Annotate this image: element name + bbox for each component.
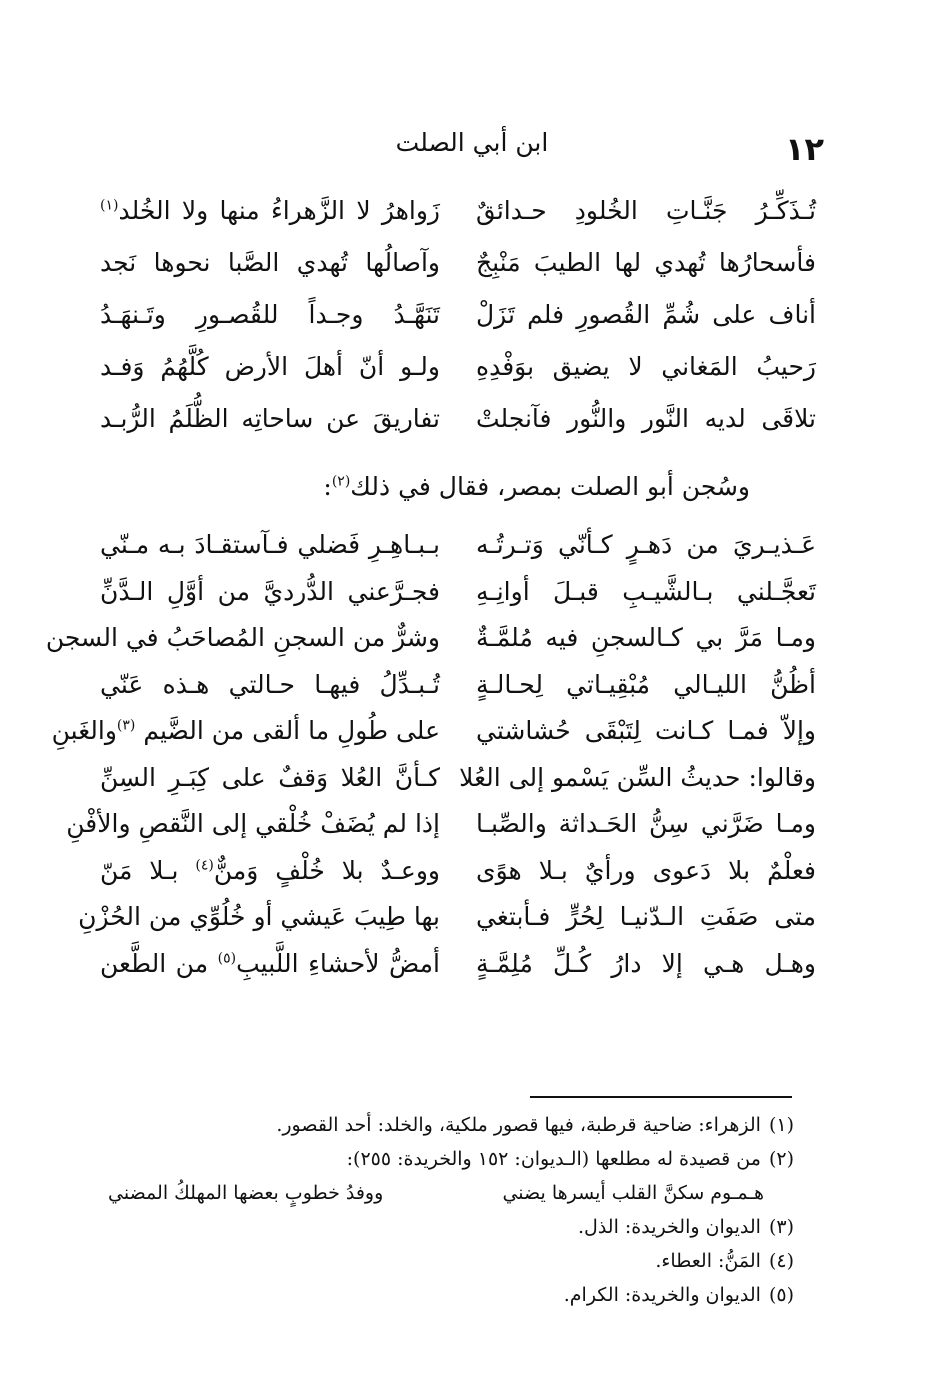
footnote-separator [530,1096,792,1098]
first-hemistich: عَـذيـريَ من دَهـرٍ كـأنّي وَتـرتُـه [476,530,816,559]
second-hemistich [100,941,440,987]
verse [100,662,816,709]
footnote-number: (٤) [768,1250,794,1272]
first-hemistich: تلاقَى لديه النَّور والنُّور فآنجلتْ [476,404,816,433]
hemistich-text: زَواهرُ لا الزَّهراءُ منها ولا الخُلد [118,196,440,225]
first-hemistich: وهـل هـي إلا دارُ كُـلِّ مُلِمَّـةٍ [476,948,816,978]
poem-1 [100,188,816,448]
verse [66,801,816,848]
first-hemistich: وإلاّ فمـا كـانت لِتَبْقَى حُشاشتي [476,716,816,745]
first-hemistich: متى صَفَتِ الـدّنيـا لِحُرٍّ فـأبتغي [476,902,816,931]
prose-colon: : [323,472,332,501]
verse [45,615,816,662]
verse [100,396,816,448]
verse [100,292,816,344]
footnote-marker: (١) [100,197,119,214]
verse [100,522,816,569]
second-hemistich: تفاريقَ عن ساحاتِه الظُّلَمُ الرُّبـد [100,404,440,433]
poem-2 [45,522,816,987]
footnote-number: (٥) [768,1284,794,1306]
verse [100,188,816,240]
hemistich-text: أمضُّ لأحشاءِ اللَّبيبِ [236,948,440,978]
footnote-text: الديوان والخريدة: الذل. [577,1216,761,1238]
verse [100,344,816,396]
prose-text: وسُجن أبو الصلت بمصر، فقال في ذلك [350,472,750,501]
footnote-text: المَنُّ: العطاء. [655,1250,761,1272]
footnote [114,1142,794,1176]
footnote-verse-second: ووفدُ خطوبٍ بعضها المهلكُ المضني [108,1182,384,1204]
footnotes [108,1108,794,1312]
footnote [114,1210,794,1244]
footnote-number: (٣) [768,1216,794,1238]
hemistich-text: على طُولِ ما ألقى من الضَّيم [143,716,440,745]
verse [100,755,816,802]
second-hemistich [100,848,440,894]
first-hemistich: فأسحارُها تُهدي لها الطيبَ مَنْبِجٌ [476,248,816,277]
first-hemistich: ومـا ضَرَّني سِنُّ الحَـداثة والصِّبـا [476,809,816,838]
second-hemistich [51,708,440,754]
second-hemistich [100,188,440,234]
footnote-marker: (٢) [331,473,351,490]
page-header [0,122,944,172]
footnote [114,1278,794,1312]
footnote-text: الزهراء: ضاحية قرطبة، فيها قصور ملكية، والخلد: أحد القصور. [276,1114,761,1136]
first-hemistich: تَعجَّـلني بـالشَّيـبِ قبـلَ أوانِـهِ [476,576,816,606]
footnote-text: من قصيدة له مطلعها (الـديوان: ١٥٢ والخريدة: ٢٥٥): [346,1148,761,1170]
footnote-number: (٢) [768,1148,794,1170]
second-hemistich: ولـو أنّ أهلَ الأرض كُلَّهُمُ وَفـد [100,352,440,381]
footnote-marker: (٤) [195,857,214,874]
second-hemistich: تَنَهَّـدُ وجـداً للقُصـورِ وتَـنهَـدُ [100,300,440,329]
first-hemistich: رَحيبُ المَغاني لا يضيق بوَفْدِهِ [476,352,816,381]
first-hemistich: فعلْمٌ بلا دَعوى ورأيٌ بـلا هوًى [476,855,816,885]
hemistich-tail: من الطَّعن [100,948,209,978]
hemistich-tail: والغَبنِ [51,716,117,745]
verse [100,569,816,616]
second-hemistich: إذا لم يُضَفْ خُلْقي إلى النَّقصِ والأفْنِ [66,809,440,838]
verse [100,848,816,895]
footnote [114,1244,794,1278]
footnote [114,1108,794,1142]
verse [51,708,816,755]
verse [100,941,816,988]
second-hemistich: بها طِيبَ عَيشي أو خُلُوِّي من الحُزْنِ [78,902,440,931]
verse [100,240,816,292]
footnote-marker: (٣) [116,717,136,734]
second-hemistich: وآصالُها تُهدي الصَّبا نحوها نَجد [100,248,440,277]
first-hemistich: تُـذَكِّـرُ جَنَّـاتِ الخُلودِ حـدائقٌ [476,196,816,225]
prose-line [323,467,750,507]
footnote-text: الديوان والخريدة: الكرام. [563,1284,761,1306]
hemistich-text: ووعـدٌ بلا خُلْفٍ وَمنٌّ [213,855,440,885]
footnote-marker: (٥) [217,950,237,967]
footnote-verse-first: هـمـوم سكنَّ القلب أيسرها يضني [502,1182,764,1204]
first-hemistich: وقالوا: حديثُ السِّن يَسْمو إلى العُلا [459,762,816,792]
running-title: ابن أبي الصلت [395,128,549,157]
second-hemistich: تُـبـدِّلُ فيهـا حـالتي هـذه عَنّي [100,669,440,699]
second-hemistich: بـبـاهِـرِ فَضلي فـآستقـادَ بـه مـنّي [100,530,440,559]
second-hemistich: كـأنَّ العُلا وَقفٌ على كِبَـرِ السِنِّ [100,762,440,792]
first-hemistich: ومـا مَرَّ بي كـالسجنِ فيه مُلمَّـةٌ [476,623,816,652]
second-hemistich: وشرٌّ من السجنِ المُصاحَبُ في السجن [45,623,440,652]
footnote-verse [108,1176,794,1210]
footnote-number: (١) [768,1114,794,1136]
verse [78,894,816,941]
first-hemistich: أناف على شُمِّ القُصورِ فلم تَزَلْ [476,300,816,329]
second-hemistich: فجـرَّعني الدُّرديَّ من أوَّلِ الـدَّنِّ [100,576,440,606]
page-number: ١٢ [784,130,824,168]
hemistich-tail: بـلا مَنّ [100,855,179,885]
first-hemistich: أظُنُّ الليـالي مُبْقِيـاتي لِحـالـةٍ [476,669,816,699]
